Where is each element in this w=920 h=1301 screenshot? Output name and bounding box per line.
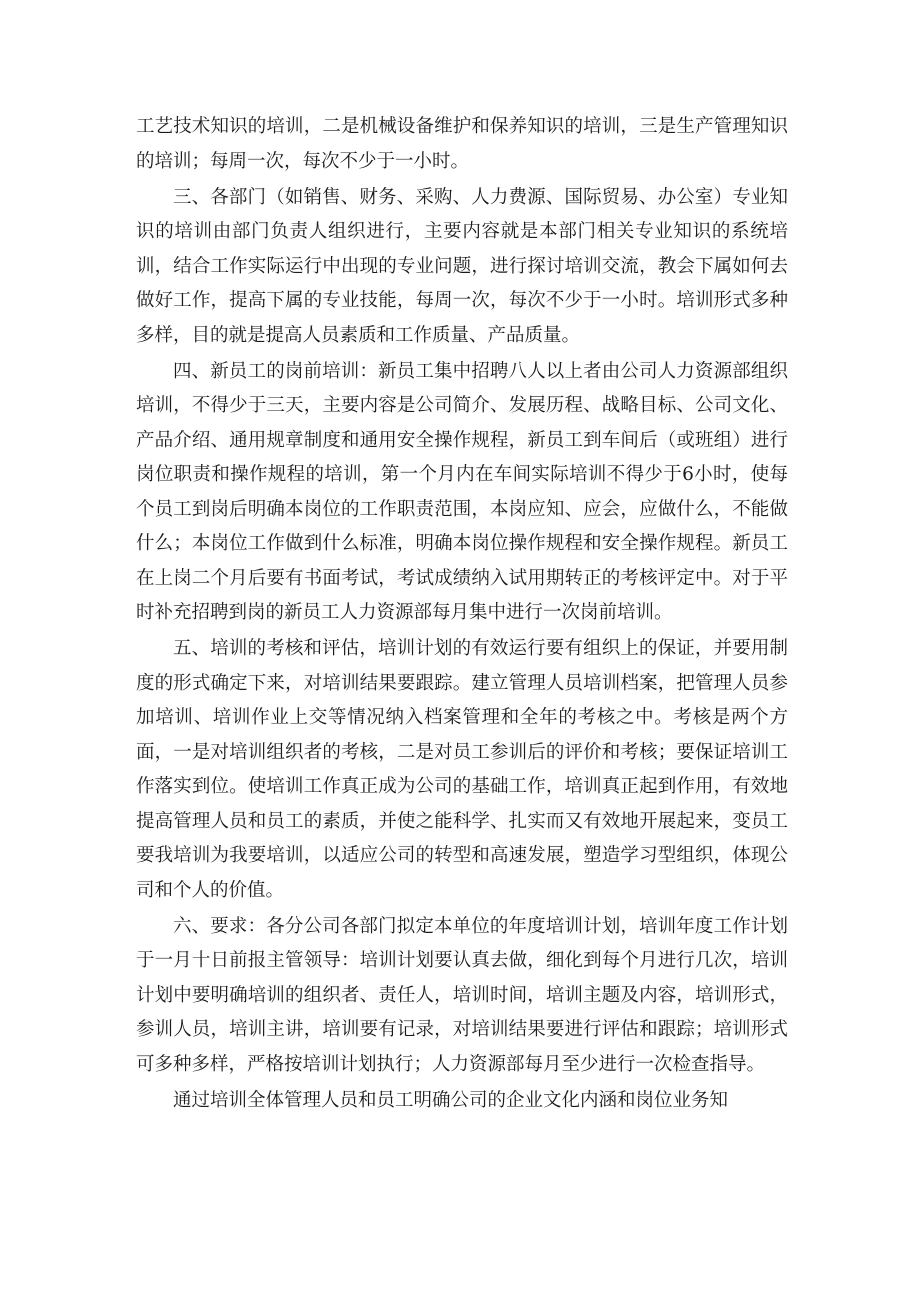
paragraph-closing: 通过培训全体管理人员和员工明确公司的企业文化内涵和岗位业务知 (173, 1089, 729, 1111)
paragraph-section-six: 六、要求：各分公司各部门拟定本单位的年度培训计划，培训年度工作计划于一月十日前报主管领导：培训计划要认真去做，细化到每个月进行几次，培训计划中要明确培训的组织者、责任人，培训时间，培训主题及内容，培训形式，参训人员，培训主讲，培训要有记录，对培训结果要进行评估和跟踪；培训形式可多种多样，严格按培训计划执行；人力资源部每月至少进行一次检查指导。 (136, 915, 788, 1075)
document-body (136, 110, 788, 1120)
paragraph-section-three: 三、各部门（如销售、财务、采购、人力费源、国际贸易、办公室）专业知识的培训由部门负责人组织进行，主要内容就是本部门相关专业知识的系统培训，结合工作实际运行中出现的专业问题，进行探讨培训交流，教会下属如何去做好工作，提高下属的专业技能，每周一次，每次不少于一小时。培训形式多种多样，目的就是提高人员素质和工作质量、产品质量。 (136, 186, 788, 346)
paragraph-continuation: 工艺技术知识的培训，二是机械设备维护和保养知识的培训，三是生产管理知识的培训；每周一次，每次不少于一小时。 (136, 116, 788, 172)
paragraph-section-four: 四、新员工的岗前培训：新员工集中招聘八人以上者由公司人力资源部组织培训，不得少于三天，主要内容是公司简介、发展历程、战略目标、公司文化、产品介绍、通用规章制度和通用安全操作规程，新员工到车间后（或班组）进行岗位职责和操作规程的培训，第一个月内在车间实际培训不得少于6小时，使每个员工到岗后明确本岗位的工作职责范围，本岗应知、应会，应做什么，不能做什么；本岗位工作做到什么标准，明确本岗位操作规程和安全操作规程。新员工在上岗二个月后要有书面考试，考试成绩纳入试用期转正的考核评定中。对于平时补充招聘到岗的新员工人力资源部每月集中进行一次岗前培训。 (136, 360, 788, 623)
paragraph-section-five: 五、培训的考核和评估，培训计划的有效运行要有组织上的保证，并要用制度的形式确定下来，对培训结果要跟踪。建立管理人员培训档案，把管理人员参加培训、培训作业上交等情况纳入档案管理和全年的考核之中。考核是两个方面，一是对培训组织者的考核，二是对员工参训后的评价和考核；要保证培训工作落实到位。使培训工作真正成为公司的基础工作，培训真正起到作用，有效地提高管理人员和员工的素质，并使之能科学、扎实而又有效地开展起来，变员工要我培训为我要培训，以适应公司的转型和高速发展，塑造学习型组织，体现公司和个人的价值。 (136, 638, 788, 901)
